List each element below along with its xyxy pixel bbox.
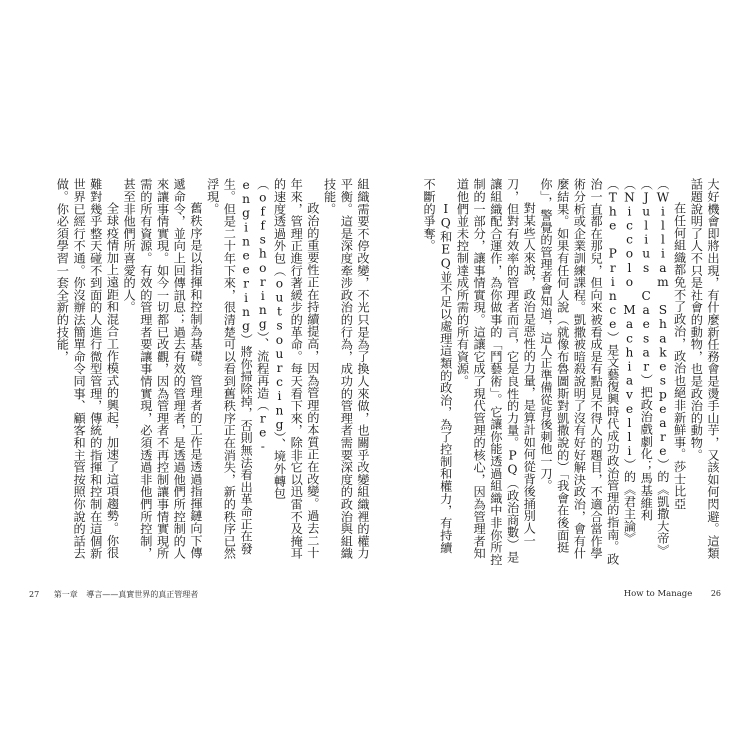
- right-page-body: [420, 178, 721, 566]
- right-page: [398, 178, 721, 566]
- paragraph: 大好機會即將出現，有什麼新任務會是燙手山芋，又該如何閃避。這類話題說明了人不只是社會的動物，也是政治的動物。: [689, 178, 720, 560]
- paragraph: 對某些人來說，政治是惡性的力量，是算計如何從背後捅別人一刀，但對有效率的管理者而言，它是良性的力量。PQ（政治商數）是讓組織配合運作，為你做事的「鬥藝術」。它讓你能透過組織中非你所控制的一部分，讓事情實現。這讓它成了現代管理的核心，因為管理者知道他們並未控制達成所需的所有資源。: [455, 178, 537, 566]
- page-number: 27: [29, 590, 40, 599]
- left-page-body: [54, 178, 371, 566]
- paragraph: 舊秩序是以指揮和控制為基礎。管理者的工作是透過指揮鏈向下傳遞命令，並向上回傳訊息；過去有效的管理者，是透過他們所控制的人來讓事情實現。如今一切都已改觀，因為管理者不再控制讓事情實現所需的所有資源。有效的管理者要讓事情實現，必須透過非他們所控制，甚至非他們所喜愛的人。: [122, 178, 203, 560]
- paragraph: 全球疫情加上遠距和混合工作模式的興起，加速了這項趨勢。你很難對幾乎整天碰不到面的人進行微型管理，傳統的指揮和控制在這個新世界已經行不通。你沒辦法簡單命令同事、顧客和主管按照你說的話去做。你必須學習一套全新的技能，: [55, 178, 120, 560]
- right-page-footer: [624, 589, 721, 599]
- paragraph: 政治的重要性正在持續提高，因為管理的本質正在改變。過去二十年來，管理正進行著緩步的革命。每天看下來，除非它以迅雷不及掩耳的速度透過外包（outsourcing）、境外轉包（offshoring）、流程再造（re-engineering）將你掃除掉，否則無法看出革命正在發生。但是二十年下來，很清楚可以看到舊秩序正在消失，新的秩序已然浮現。: [205, 178, 320, 560]
- page-number: 26: [710, 589, 721, 598]
- book-title: How to Manage: [623, 589, 693, 599]
- section-title: 導言——真實世界的真正管理者: [86, 590, 199, 599]
- chapter-label: 第一章: [53, 590, 78, 599]
- left-page: [55, 178, 371, 566]
- left-page-footer: [29, 589, 198, 600]
- paragraph: 組織需要不停改變，不光只是為了換人來做，也關乎改變組織裡的權力平衡。這是深度牽涉政治的行為，成功的管理者需要深度的政治與組織技能。: [322, 178, 370, 560]
- paragraph: 在任何組織都免不了政治，政治也絕非新鮮事。莎士比亞（William Shakespeare）的《凱撒大帝》（Julius Caesar）把政治戲劇化；馬基維利（Niccolo Machiavelli）的《君主論》（The Prince）是文藝復興時代成功政治管理的指南。政治一直都在那兒，但向來被看成是有點見不得人的題目，不適合當作學術分析或企業訓練課程。凱撒被暗殺說明了沒有好好解決政治，會有什麼結果。如果有任何人說（就像布魯圖斯對凱撒說的）「我會在後面挺你」，警覺的管理者會知道，這人正準備從背後刺他一刀。: [538, 178, 687, 565]
- paragraph: IQ和EQ並不足以處理這類的政治，為了控制和權力，有持續不斷的爭奪。: [422, 178, 453, 554]
